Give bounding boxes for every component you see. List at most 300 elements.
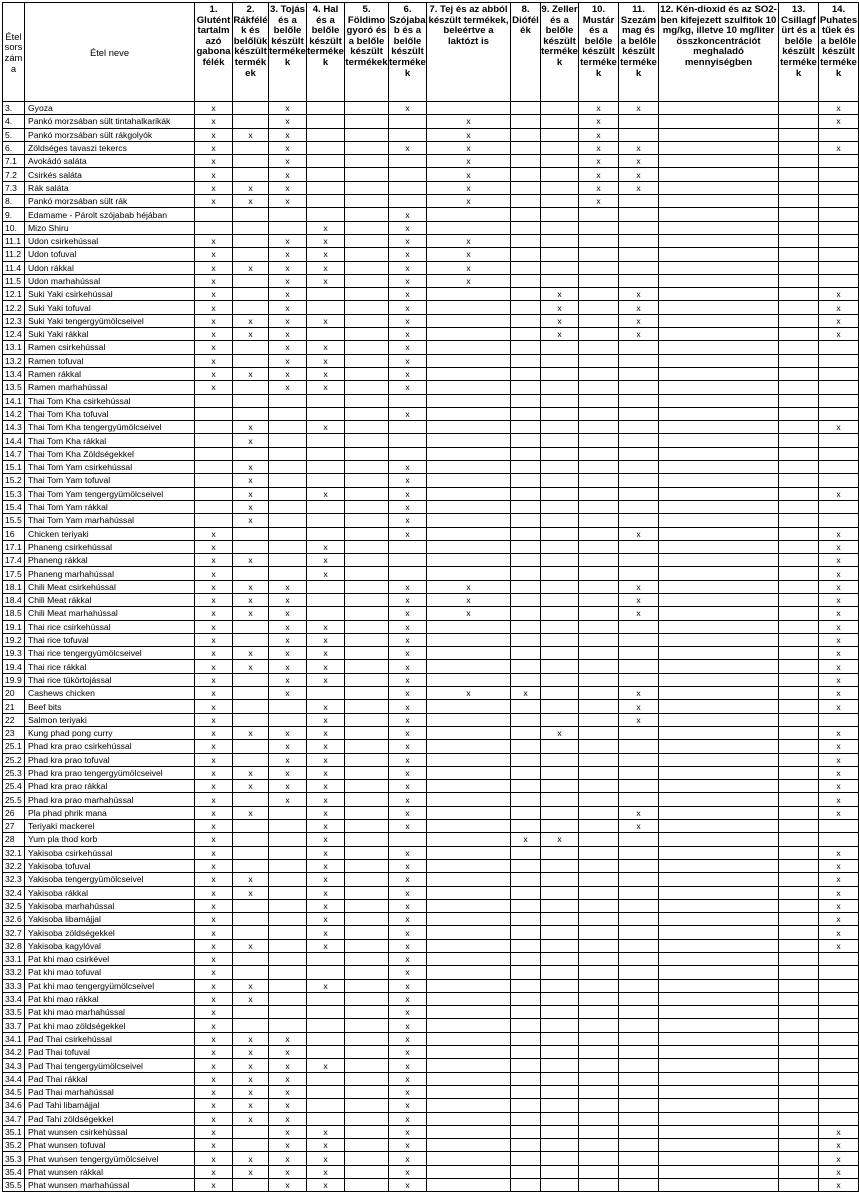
allergen-cell-8 [511, 1125, 541, 1138]
allergen-cell-2 [233, 1139, 269, 1152]
table-row [3, 527, 859, 540]
table-row [3, 859, 859, 872]
allergen-cell-7 [427, 367, 511, 380]
item-number: 9. [3, 208, 25, 221]
item-number: 19.9 [3, 673, 25, 686]
dish-name: Yakisoba kagylóval [25, 939, 195, 952]
allergen-cell-8 [511, 766, 541, 779]
dish-name: Yakisoba csirkehússal [25, 846, 195, 859]
allergen-cell-11: x [619, 527, 659, 540]
allergen-cell-5 [345, 1179, 389, 1192]
allergen-cell-13 [779, 633, 819, 646]
item-number: 14.3 [3, 421, 25, 434]
allergen-cell-6: x [389, 660, 427, 673]
allergen-cell-11: x [619, 314, 659, 327]
allergen-cell-9 [541, 966, 579, 979]
allergen-cell-4: x [307, 261, 345, 274]
allergen-cell-3 [269, 407, 307, 420]
allergen-cell-2: x [233, 181, 269, 194]
allergen-cell-2 [233, 407, 269, 420]
allergen-cell-8 [511, 394, 541, 407]
allergen-cell-6: x [389, 1099, 427, 1112]
table-row [3, 195, 859, 208]
allergen-cell-9 [541, 886, 579, 899]
allergen-cell-12 [659, 567, 779, 580]
allergen-cell-6: x [389, 620, 427, 633]
allergen-cell-10 [579, 740, 619, 753]
item-number: 12.4 [3, 328, 25, 341]
allergen-cell-12 [659, 500, 779, 513]
item-number: 14.7 [3, 447, 25, 460]
allergen-cell-1: x [195, 992, 233, 1005]
allergen-cell-1 [195, 421, 233, 434]
allergen-cell-11 [619, 221, 659, 234]
allergen-cell-4: x [307, 820, 345, 833]
allergen-cell-14 [819, 979, 859, 992]
allergen-cell-2 [233, 1179, 269, 1192]
allergen-cell-7: x [427, 155, 511, 168]
allergen-cell-4: x [307, 487, 345, 500]
table-row [3, 288, 859, 301]
item-number: 35.1 [3, 1125, 25, 1138]
allergen-cell-11 [619, 873, 659, 886]
item-number: 32.8 [3, 939, 25, 952]
allergen-cell-10: x [579, 195, 619, 208]
allergen-cell-7 [427, 354, 511, 367]
allergen-cell-10 [579, 607, 619, 620]
allergen-cell-13 [779, 859, 819, 872]
allergen-cell-4: x [307, 1139, 345, 1152]
dish-name: Thai rice rákkal [25, 660, 195, 673]
dish-name: Chicken teriyaki [25, 527, 195, 540]
item-number: 34.6 [3, 1099, 25, 1112]
allergen-cell-2 [233, 168, 269, 181]
allergen-cell-3: x [269, 673, 307, 686]
allergen-cell-13 [779, 700, 819, 713]
allergen-cell-11: x [619, 168, 659, 181]
allergen-cell-3 [269, 208, 307, 221]
allergen-cell-10 [579, 939, 619, 952]
allergen-cell-12 [659, 1006, 779, 1019]
allergen-cell-7: x [427, 248, 511, 261]
allergen-cell-11: x [619, 593, 659, 606]
header-dish-name: Étel neve [25, 3, 195, 102]
allergen-cell-2: x [233, 261, 269, 274]
allergen-cell-2: x [233, 1072, 269, 1085]
dish-name: Yakisoba tofuval [25, 859, 195, 872]
allergen-cell-6: x [389, 820, 427, 833]
dish-name: Thai Tom Yam tengergyümölcseivel [25, 487, 195, 500]
item-number: 34.1 [3, 1032, 25, 1045]
item-number: 32.4 [3, 886, 25, 899]
item-number: 13.4 [3, 367, 25, 380]
allergen-cell-10: x [579, 128, 619, 141]
allergen-cell-7: x [427, 115, 511, 128]
allergen-cell-1: x [195, 1006, 233, 1019]
allergen-cell-2 [233, 753, 269, 766]
allergen-cell-14 [819, 195, 859, 208]
allergen-cell-7 [427, 992, 511, 1005]
allergen-cell-11: x [619, 700, 659, 713]
allergen-cell-3: x [269, 1059, 307, 1072]
header-allergen-14: 14. Puhatestűek és a belőle készült termékek [819, 3, 859, 102]
allergen-cell-4 [307, 461, 345, 474]
table-row [3, 1139, 859, 1152]
allergen-cell-4: x [307, 873, 345, 886]
allergen-cell-8 [511, 567, 541, 580]
item-number: 33.7 [3, 1019, 25, 1032]
allergen-cell-2: x [233, 434, 269, 447]
allergen-cell-12 [659, 607, 779, 620]
allergen-cell-4 [307, 301, 345, 314]
allergen-cell-11 [619, 1152, 659, 1165]
allergen-cell-7 [427, 1152, 511, 1165]
item-number: 5. [3, 128, 25, 141]
allergen-cell-6: x [389, 1125, 427, 1138]
allergen-cell-10: x [579, 115, 619, 128]
allergen-cell-1: x [195, 713, 233, 726]
allergen-cell-13 [779, 461, 819, 474]
table-row [3, 487, 859, 500]
allergen-cell-14 [819, 1072, 859, 1085]
dish-name: Phad kra prao csirkehússal [25, 740, 195, 753]
allergen-cell-12 [659, 128, 779, 141]
allergen-cell-2 [233, 700, 269, 713]
item-number: 33.1 [3, 953, 25, 966]
table-row [3, 687, 859, 700]
allergen-cell-8 [511, 953, 541, 966]
allergen-cell-10 [579, 979, 619, 992]
allergen-cell-12 [659, 780, 779, 793]
allergen-cell-6: x [389, 580, 427, 593]
allergen-cell-5 [345, 647, 389, 660]
allergen-cell-1: x [195, 633, 233, 646]
allergen-cell-2 [233, 567, 269, 580]
allergen-cell-13 [779, 1085, 819, 1098]
item-number: 18.1 [3, 580, 25, 593]
allergen-cell-3: x [269, 1112, 307, 1125]
allergen-cell-10 [579, 700, 619, 713]
table-row [3, 155, 859, 168]
allergen-cell-9 [541, 820, 579, 833]
allergen-cell-7 [427, 873, 511, 886]
allergen-cell-14: x [819, 1125, 859, 1138]
allergen-cell-9 [541, 926, 579, 939]
table-row [3, 128, 859, 141]
allergen-cell-13 [779, 102, 819, 115]
allergen-cell-9 [541, 168, 579, 181]
allergen-cell-12 [659, 979, 779, 992]
allergen-cell-7 [427, 633, 511, 646]
dish-name: Phat wunsen marhahússal [25, 1179, 195, 1192]
allergen-cell-13 [779, 780, 819, 793]
allergen-cell-6: x [389, 1006, 427, 1019]
allergen-cell-6 [389, 833, 427, 846]
allergen-cell-5 [345, 274, 389, 287]
allergen-cell-1: x [195, 115, 233, 128]
allergen-cell-8 [511, 341, 541, 354]
allergen-cell-2: x [233, 1085, 269, 1098]
allergen-cell-6: x [389, 367, 427, 380]
allergen-cell-2 [233, 248, 269, 261]
allergen-cell-8 [511, 421, 541, 434]
allergen-cell-3: x [269, 1125, 307, 1138]
allergen-cell-4 [307, 181, 345, 194]
allergen-cell-7 [427, 1139, 511, 1152]
allergen-cell-7 [427, 939, 511, 952]
allergen-cell-7 [427, 806, 511, 819]
allergen-cell-2: x [233, 886, 269, 899]
allergen-cell-7 [427, 554, 511, 567]
allergen-cell-4 [307, 447, 345, 460]
allergen-cell-7 [427, 288, 511, 301]
allergen-cell-10 [579, 793, 619, 806]
allergen-cell-11: x [619, 301, 659, 314]
allergen-cell-12 [659, 367, 779, 380]
allergen-cell-14: x [819, 633, 859, 646]
allergen-cell-3: x [269, 181, 307, 194]
allergen-cell-12 [659, 274, 779, 287]
allergen-cell-11 [619, 753, 659, 766]
allergen-cell-7 [427, 713, 511, 726]
allergen-cell-3 [269, 913, 307, 926]
table-row [3, 873, 859, 886]
allergen-cell-6: x [389, 780, 427, 793]
item-number: 12.2 [3, 301, 25, 314]
allergen-cell-11 [619, 567, 659, 580]
table-row [3, 115, 859, 128]
dish-name: Pad Thai tengergyümölcseivel [25, 1059, 195, 1072]
allergen-cell-2 [233, 274, 269, 287]
item-number: 34.5 [3, 1085, 25, 1098]
allergen-cell-6: x [389, 846, 427, 859]
allergen-cell-2 [233, 288, 269, 301]
allergen-cell-7: x [427, 141, 511, 154]
dish-name: Thai Tom Kha tofuval [25, 407, 195, 420]
item-number: 17.4 [3, 554, 25, 567]
allergen-cell-8 [511, 1179, 541, 1192]
allergen-cell-6: x [389, 1179, 427, 1192]
allergen-cell-10 [579, 580, 619, 593]
dish-name: Suki Yaki csirkehússal [25, 288, 195, 301]
dish-name: Kung phad pong curry [25, 726, 195, 739]
allergen-cell-1 [195, 407, 233, 420]
allergen-cell-4: x [307, 1152, 345, 1165]
allergen-cell-14: x [819, 939, 859, 952]
allergen-cell-13 [779, 979, 819, 992]
allergen-cell-6: x [389, 713, 427, 726]
allergen-cell-7 [427, 740, 511, 753]
dish-name: Pad Tahi zöldségekkel [25, 1112, 195, 1125]
allergen-cell-3: x [269, 248, 307, 261]
allergen-cell-8 [511, 328, 541, 341]
allergen-cell-4 [307, 407, 345, 420]
allergen-cell-10 [579, 833, 619, 846]
allergen-cell-4: x [307, 726, 345, 739]
allergen-cell-2 [233, 633, 269, 646]
allergen-cell-9 [541, 992, 579, 1005]
allergen-cell-1: x [195, 234, 233, 247]
allergen-cell-14: x [819, 1165, 859, 1178]
allergen-cell-13 [779, 1032, 819, 1045]
allergen-cell-12 [659, 155, 779, 168]
allergen-cell-3: x [269, 301, 307, 314]
header-row [3, 3, 859, 102]
allergen-cell-13 [779, 687, 819, 700]
allergen-cell-7 [427, 620, 511, 633]
allergen-cell-1: x [195, 859, 233, 872]
allergen-cell-3: x [269, 354, 307, 367]
allergen-cell-7 [427, 1072, 511, 1085]
allergen-cell-13 [779, 208, 819, 221]
allergen-cell-5 [345, 1099, 389, 1112]
allergen-cell-12 [659, 168, 779, 181]
allergen-cell-8 [511, 713, 541, 726]
allergen-cell-3 [269, 859, 307, 872]
allergen-cell-8 [511, 354, 541, 367]
allergen-cell-8 [511, 793, 541, 806]
allergen-cell-2 [233, 1019, 269, 1032]
table-row [3, 141, 859, 154]
table-row [3, 992, 859, 1005]
allergen-cell-13 [779, 567, 819, 580]
allergen-cell-1: x [195, 1085, 233, 1098]
allergen-cell-13 [779, 314, 819, 327]
allergen-cell-12 [659, 181, 779, 194]
allergen-cell-13 [779, 261, 819, 274]
allergen-cell-1: x [195, 141, 233, 154]
allergen-cell-11 [619, 341, 659, 354]
table-row [3, 979, 859, 992]
allergen-cell-13 [779, 248, 819, 261]
allergen-cell-12 [659, 1152, 779, 1165]
allergen-cell-5 [345, 859, 389, 872]
table-row [3, 820, 859, 833]
allergen-cell-7 [427, 647, 511, 660]
allergen-cell-14: x [819, 806, 859, 819]
allergen-cell-6 [389, 128, 427, 141]
allergen-cell-6: x [389, 926, 427, 939]
allergen-cell-2: x [233, 979, 269, 992]
allergen-cell-11 [619, 992, 659, 1005]
allergen-cell-14 [819, 500, 859, 513]
dish-name: Mizo Shiru [25, 221, 195, 234]
allergen-cell-5 [345, 381, 389, 394]
allergen-cell-13 [779, 793, 819, 806]
table-row [3, 607, 859, 620]
table-row [3, 1085, 859, 1098]
allergen-cell-6: x [389, 354, 427, 367]
allergen-cell-6 [389, 168, 427, 181]
allergen-cell-12 [659, 593, 779, 606]
allergen-cell-5 [345, 1125, 389, 1138]
allergen-cell-5 [345, 540, 389, 553]
allergen-cell-4 [307, 102, 345, 115]
item-number: 12.1 [3, 288, 25, 301]
item-number: 32.7 [3, 926, 25, 939]
allergen-cell-8 [511, 820, 541, 833]
allergen-cell-14: x [819, 846, 859, 859]
allergen-cell-2 [233, 208, 269, 221]
allergen-cell-10 [579, 208, 619, 221]
item-number: 14.2 [3, 407, 25, 420]
allergen-cell-3: x [269, 687, 307, 700]
allergen-cell-10 [579, 314, 619, 327]
allergen-cell-4: x [307, 780, 345, 793]
allergen-cell-8 [511, 261, 541, 274]
allergen-cell-9 [541, 607, 579, 620]
allergen-cell-10 [579, 846, 619, 859]
allergen-cell-12 [659, 407, 779, 420]
allergen-cell-8 [511, 474, 541, 487]
allergen-cell-5 [345, 899, 389, 912]
allergen-cell-1: x [195, 939, 233, 952]
allergen-cell-7 [427, 394, 511, 407]
allergen-cell-3: x [269, 367, 307, 380]
allergen-cell-3 [269, 899, 307, 912]
item-number: 15.1 [3, 461, 25, 474]
allergen-cell-2: x [233, 593, 269, 606]
allergen-cell-1: x [195, 820, 233, 833]
allergen-cell-1: x [195, 593, 233, 606]
allergen-cell-5 [345, 447, 389, 460]
allergen-cell-11 [619, 500, 659, 513]
allergen-cell-11 [619, 1112, 659, 1125]
allergen-cell-11 [619, 1125, 659, 1138]
allergen-cell-13 [779, 1112, 819, 1125]
allergen-cell-8: x [511, 833, 541, 846]
allergen-cell-3 [269, 953, 307, 966]
allergen-cell-6: x [389, 793, 427, 806]
allergen-cell-9 [541, 474, 579, 487]
allergen-cell-7 [427, 726, 511, 739]
item-number: 25.1 [3, 740, 25, 753]
allergen-cell-1: x [195, 899, 233, 912]
allergen-cell-2 [233, 899, 269, 912]
allergen-cell-14 [819, 128, 859, 141]
allergen-cell-9 [541, 1165, 579, 1178]
allergen-cell-14 [819, 1112, 859, 1125]
dish-name: Yakisoba zöldségekkel [25, 926, 195, 939]
allergen-cell-14 [819, 208, 859, 221]
allergen-cell-7 [427, 314, 511, 327]
item-number: 6. [3, 141, 25, 154]
allergen-cell-5 [345, 633, 389, 646]
allergen-cell-6: x [389, 647, 427, 660]
allergen-cell-9 [541, 873, 579, 886]
allergen-cell-9 [541, 633, 579, 646]
allergen-cell-1: x [195, 354, 233, 367]
table-row [3, 474, 859, 487]
allergen-cell-2 [233, 687, 269, 700]
allergen-cell-8 [511, 939, 541, 952]
allergen-cell-10 [579, 1112, 619, 1125]
allergen-cell-11 [619, 833, 659, 846]
allergen-cell-10 [579, 673, 619, 686]
dish-name: Gyoza [25, 102, 195, 115]
allergen-cell-14 [819, 1059, 859, 1072]
allergen-cell-5 [345, 221, 389, 234]
allergen-cell-8 [511, 1152, 541, 1165]
dish-name: Salmon teriyaki [25, 713, 195, 726]
allergen-cell-7 [427, 540, 511, 553]
allergen-cell-2 [233, 234, 269, 247]
allergen-cell-9 [541, 487, 579, 500]
allergen-cell-12 [659, 620, 779, 633]
allergen-cell-3 [269, 886, 307, 899]
allergen-cell-9 [541, 394, 579, 407]
allergen-cell-4 [307, 687, 345, 700]
